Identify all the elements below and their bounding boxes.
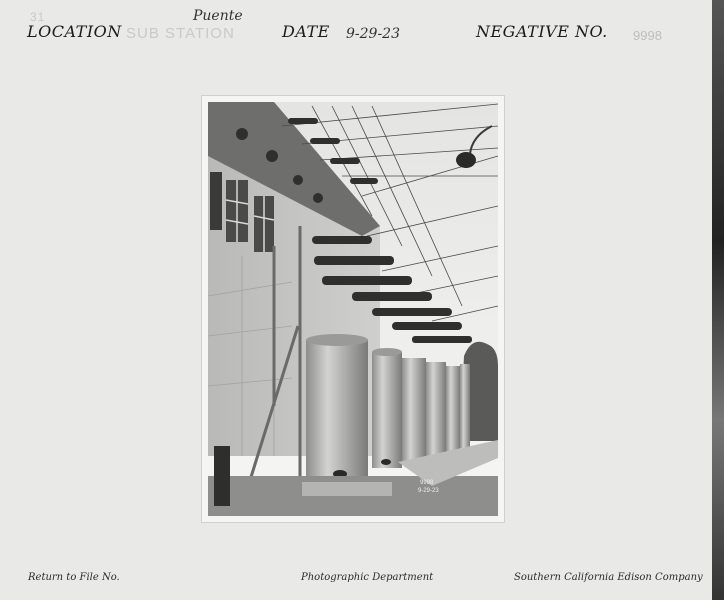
location-handwritten: Puente <box>193 8 243 24</box>
footer-return-label: Return to File No. <box>28 572 120 583</box>
footer-department: Photographic Department <box>301 572 434 583</box>
negative-label: NEGATIVE NO. <box>476 22 608 41</box>
footer-company: Southern California Edison Company <box>514 572 703 583</box>
date-value: 9-29-23 <box>346 26 400 42</box>
negative-number: 9998 <box>633 28 662 43</box>
lamp-shade <box>456 152 476 168</box>
corner-number: 31 <box>30 10 46 24</box>
concrete-pad <box>302 482 392 496</box>
scan-edge <box>712 0 724 600</box>
substation-photo-svg <box>202 96 504 522</box>
location-faint-value: SUB STATION <box>126 25 235 42</box>
plate-marking-number: 9998 <box>420 480 434 486</box>
location-label: LOCATION <box>27 22 122 41</box>
mounted-photograph <box>202 96 504 522</box>
date-label: DATE <box>282 22 330 41</box>
dark-post <box>214 446 230 506</box>
plate-marking-date: 9-29-23 <box>418 488 439 494</box>
